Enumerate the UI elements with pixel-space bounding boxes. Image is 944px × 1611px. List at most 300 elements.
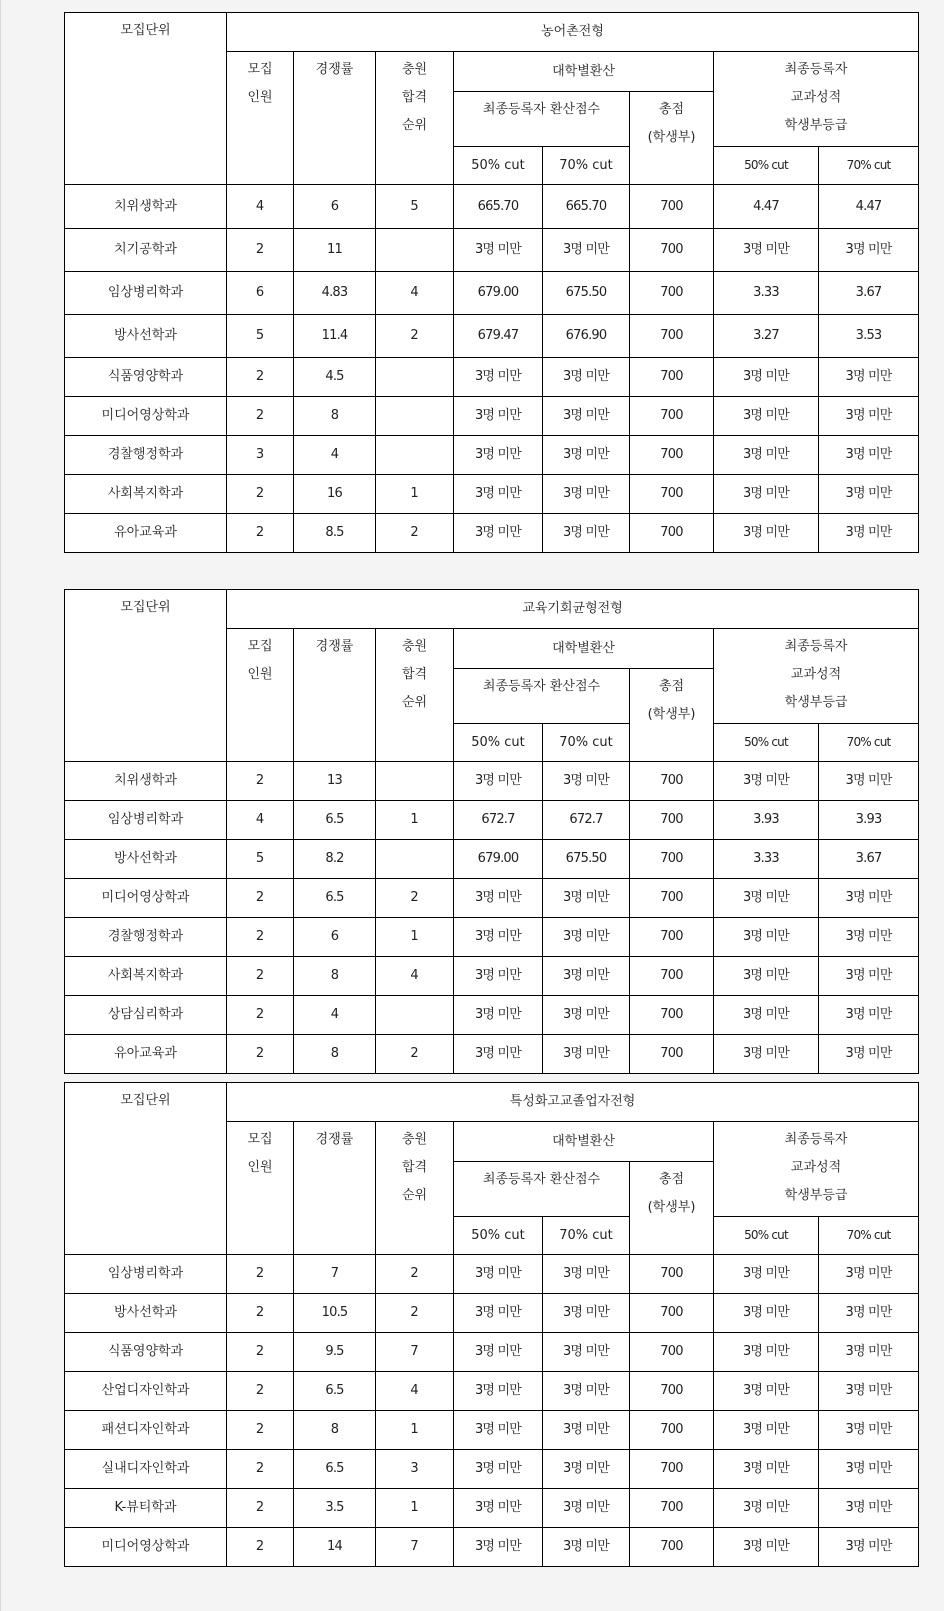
waitlist-rank-value: 1 bbox=[410, 812, 419, 827]
col-header-unit-cell bbox=[65, 590, 227, 762]
dept-name: 임상병리학과 bbox=[107, 812, 184, 827]
grade-50-value-cell bbox=[714, 957, 819, 996]
ratio-value-cell bbox=[294, 1294, 376, 1333]
score-50-value: 3명 미만 bbox=[474, 242, 522, 257]
total-value-cell bbox=[630, 957, 714, 996]
waitlist-rank-value-cell bbox=[376, 358, 454, 397]
total-value-cell bbox=[630, 1255, 714, 1294]
total-value-cell bbox=[630, 358, 714, 397]
grade-50-value-cell bbox=[714, 762, 819, 801]
grade-70-value-cell bbox=[819, 1489, 919, 1528]
ratio-value: 6.5 bbox=[325, 1383, 344, 1398]
total-value-cell bbox=[630, 801, 714, 840]
waitlist-rank-value-cell bbox=[376, 1255, 454, 1294]
col-header-univ-conversion: 대학별환산 bbox=[552, 1133, 615, 1149]
dept-name: 치위생학과 bbox=[114, 773, 177, 788]
dept-name: 방사선학과 bbox=[114, 328, 177, 343]
ratio-value: 3.5 bbox=[325, 1500, 344, 1515]
dept-name-cell bbox=[65, 1372, 227, 1411]
waitlist-rank-value-cell bbox=[376, 436, 454, 475]
col-header-final-score-cell bbox=[454, 669, 630, 724]
col-header-ratio-cell bbox=[294, 629, 376, 762]
dept-name: 치위생학과 bbox=[114, 198, 177, 214]
grade-50-value-cell bbox=[714, 996, 819, 1035]
score-50-value: 679.00 bbox=[477, 851, 519, 866]
quota-value-cell bbox=[227, 397, 294, 436]
col-header-score-50: 50% cut bbox=[471, 157, 525, 173]
score-70-value-cell bbox=[543, 801, 630, 840]
score-70-value-cell bbox=[543, 1255, 630, 1294]
header-row bbox=[65, 590, 919, 629]
quota-value-cell bbox=[227, 229, 294, 272]
col-header-grade-50-cell bbox=[714, 1217, 819, 1255]
score-50-value: 679.00 bbox=[477, 285, 519, 300]
score-50-value-cell bbox=[454, 996, 543, 1035]
grade-70-value: 3명 미만 bbox=[845, 1266, 892, 1281]
ratio-value: 6.5 bbox=[325, 1461, 344, 1476]
col-header-quota-cell bbox=[227, 52, 294, 185]
grade-70-value: 3명 미만 bbox=[845, 1046, 892, 1061]
quota-value: 2 bbox=[255, 408, 265, 423]
grade-50-value: 3명 미만 bbox=[742, 1305, 790, 1320]
grade-70-value: 3명 미만 bbox=[845, 525, 892, 540]
total-value-cell bbox=[630, 185, 714, 229]
grade-50-value-cell bbox=[714, 1255, 819, 1294]
quota-value: 2 bbox=[255, 1539, 265, 1554]
ratio-value-cell bbox=[294, 1255, 376, 1294]
waitlist-rank-value-cell bbox=[376, 1372, 454, 1411]
waitlist-rank-value-cell bbox=[376, 1450, 454, 1489]
col-header-grade-50: 50% cut bbox=[744, 735, 788, 749]
score-50-value-cell bbox=[454, 1372, 543, 1411]
grade-70-value-cell bbox=[819, 185, 919, 229]
col-header-final-grade: 최종등록자 교과성적 학생부등급 bbox=[784, 1132, 848, 1203]
total-value: 700 bbox=[660, 1046, 683, 1061]
score-70-value: 3명 미만 bbox=[562, 1007, 610, 1022]
col-header-grade-50: 50% cut bbox=[744, 158, 788, 172]
col-header-score-70-cell bbox=[543, 1217, 630, 1255]
table-row bbox=[65, 801, 919, 840]
score-70-value: 3명 미만 bbox=[562, 242, 610, 257]
quota-value: 2 bbox=[255, 1344, 265, 1359]
grade-70-value: 3명 미만 bbox=[845, 242, 892, 257]
quota-value-cell bbox=[227, 1411, 294, 1450]
total-value-cell bbox=[630, 229, 714, 272]
grade-50-value: 3명 미만 bbox=[742, 929, 790, 944]
ratio-value-cell bbox=[294, 315, 376, 358]
grade-50-value: 3명 미만 bbox=[742, 968, 790, 983]
waitlist-rank-value-cell bbox=[376, 229, 454, 272]
dept-name-cell bbox=[65, 185, 227, 229]
table-row bbox=[65, 918, 919, 957]
table-title: 특성화고교졸업자전형 bbox=[509, 1094, 636, 1109]
table-row bbox=[65, 1372, 919, 1411]
score-50-value-cell bbox=[454, 1255, 543, 1294]
score-70-value: 3명 미만 bbox=[562, 890, 610, 905]
grade-50-value-cell bbox=[714, 272, 819, 315]
grade-70-value-cell bbox=[819, 801, 919, 840]
score-70-value: 3명 미만 bbox=[562, 929, 610, 944]
dept-name-cell bbox=[65, 996, 227, 1035]
admission-table-1 bbox=[64, 12, 919, 553]
ratio-value-cell bbox=[294, 879, 376, 918]
score-70-value-cell bbox=[543, 1333, 630, 1372]
col-header-score-70-cell bbox=[543, 724, 630, 762]
quota-value-cell bbox=[227, 1035, 294, 1074]
ratio-value-cell bbox=[294, 358, 376, 397]
dept-name: 실내디자인학과 bbox=[101, 1461, 190, 1476]
total-value-cell bbox=[630, 1489, 714, 1528]
table-row bbox=[65, 272, 919, 315]
grade-50-value: 3.33 bbox=[753, 851, 779, 866]
score-50-value: 3명 미만 bbox=[474, 929, 522, 944]
grade-50-value: 3명 미만 bbox=[742, 773, 790, 788]
grade-70-value-cell bbox=[819, 272, 919, 315]
score-70-value-cell bbox=[543, 1450, 630, 1489]
score-70-value-cell bbox=[543, 762, 630, 801]
grade-70-value: 3명 미만 bbox=[845, 408, 892, 423]
grade-70-value: 3명 미만 bbox=[845, 369, 892, 384]
table-row bbox=[65, 315, 919, 358]
total-value: 700 bbox=[660, 1305, 683, 1320]
waitlist-rank-value: 7 bbox=[410, 1344, 419, 1359]
grade-50-value: 3명 미만 bbox=[742, 890, 790, 905]
dept-name: 임상병리학과 bbox=[107, 285, 184, 300]
quota-value: 2 bbox=[255, 242, 265, 257]
dept-name-cell bbox=[65, 1333, 227, 1372]
score-70-value: 3명 미만 bbox=[562, 1266, 610, 1281]
total-value: 700 bbox=[660, 1266, 683, 1281]
total-value: 700 bbox=[660, 369, 683, 384]
col-header-score-50: 50% cut bbox=[471, 734, 525, 750]
grade-70-value-cell bbox=[819, 840, 919, 879]
waitlist-rank-value: 4 bbox=[410, 285, 419, 300]
dept-name-cell bbox=[65, 272, 227, 315]
ratio-value: 13 bbox=[327, 773, 342, 788]
ratio-value-cell bbox=[294, 1450, 376, 1489]
grade-70-value-cell bbox=[819, 229, 919, 272]
col-header-waitlist: 충원 합격 순위 bbox=[401, 1132, 428, 1203]
col-header-univ-conversion-cell bbox=[454, 1122, 714, 1162]
score-50-value-cell bbox=[454, 315, 543, 358]
total-value-cell bbox=[630, 1035, 714, 1074]
col-header-grade-50-cell bbox=[714, 147, 819, 185]
admission-table-2 bbox=[64, 589, 919, 1074]
score-70-value-cell bbox=[543, 272, 630, 315]
total-value-cell bbox=[630, 1450, 714, 1489]
waitlist-rank-value-cell bbox=[376, 185, 454, 229]
quota-value: 2 bbox=[255, 1266, 265, 1281]
score-50-value: 3명 미만 bbox=[474, 968, 522, 983]
score-70-value-cell bbox=[543, 996, 630, 1035]
table-row bbox=[65, 397, 919, 436]
col-header-score-70: 70% cut bbox=[559, 1227, 613, 1243]
waitlist-rank-value-cell bbox=[376, 918, 454, 957]
grade-50-value-cell bbox=[714, 315, 819, 358]
dept-name: 사회복지학과 bbox=[107, 486, 184, 501]
score-50-value: 3명 미만 bbox=[474, 369, 522, 384]
dept-name: 패션디자인학과 bbox=[101, 1422, 190, 1437]
waitlist-rank-value-cell bbox=[376, 996, 454, 1035]
score-50-value-cell bbox=[454, 229, 543, 272]
col-header-score-70-cell bbox=[543, 147, 630, 185]
header-row bbox=[65, 1083, 919, 1122]
col-header-score-50-cell bbox=[454, 1217, 543, 1255]
grade-50-value-cell bbox=[714, 1035, 819, 1074]
col-header-univ-conversion-cell bbox=[454, 52, 714, 92]
ratio-value-cell bbox=[294, 762, 376, 801]
table-title-cell bbox=[227, 590, 919, 629]
ratio-value-cell bbox=[294, 1333, 376, 1372]
quota-value: 2 bbox=[255, 1500, 265, 1515]
total-value: 700 bbox=[660, 1539, 683, 1554]
waitlist-rank-value-cell bbox=[376, 475, 454, 514]
quota-value: 2 bbox=[255, 929, 265, 944]
dept-name: 방사선학과 bbox=[114, 851, 177, 866]
grade-50-value: 3명 미만 bbox=[742, 525, 790, 540]
dept-name: 식품영양학과 bbox=[107, 369, 184, 384]
col-header-waitlist-cell bbox=[376, 1122, 454, 1255]
quota-value: 5 bbox=[255, 328, 265, 343]
col-header-total-cell bbox=[630, 92, 714, 185]
grade-70-value-cell bbox=[819, 514, 919, 553]
col-header-total-cell bbox=[630, 669, 714, 762]
grade-50-value-cell bbox=[714, 1411, 819, 1450]
col-header-waitlist-cell bbox=[376, 629, 454, 762]
waitlist-rank-value-cell bbox=[376, 397, 454, 436]
col-header-total-cell bbox=[630, 1162, 714, 1255]
dept-name-cell bbox=[65, 1035, 227, 1074]
col-header-score-70: 70% cut bbox=[559, 734, 613, 750]
score-70-value: 3명 미만 bbox=[562, 1461, 610, 1476]
dept-name-cell bbox=[65, 315, 227, 358]
score-50-value: 3명 미만 bbox=[474, 1539, 522, 1554]
table-row bbox=[65, 358, 919, 397]
quota-value-cell bbox=[227, 358, 294, 397]
quota-value: 2 bbox=[255, 1305, 265, 1320]
ratio-value-cell bbox=[294, 1372, 376, 1411]
col-header-unit: 모집단위 bbox=[120, 1093, 171, 1108]
dept-name-cell bbox=[65, 1411, 227, 1450]
table-row bbox=[65, 1255, 919, 1294]
total-value-cell bbox=[630, 1528, 714, 1567]
dept-name: 경찰행정학과 bbox=[107, 447, 184, 462]
col-header-unit-cell bbox=[65, 13, 227, 185]
quota-value-cell bbox=[227, 272, 294, 315]
dept-name-cell bbox=[65, 475, 227, 514]
ratio-value: 4.83 bbox=[321, 285, 348, 300]
score-70-value: 675.50 bbox=[565, 285, 607, 300]
score-70-value: 665.70 bbox=[565, 198, 607, 214]
waitlist-rank-value-cell bbox=[376, 1035, 454, 1074]
col-header-quota-cell bbox=[227, 1122, 294, 1255]
grade-70-value: 3명 미만 bbox=[845, 1422, 892, 1437]
score-50-value: 3명 미만 bbox=[474, 1007, 522, 1022]
ratio-value-cell bbox=[294, 1411, 376, 1450]
quota-value: 2 bbox=[255, 773, 265, 788]
col-header-waitlist: 충원 합격 순위 bbox=[401, 639, 428, 710]
grade-70-value-cell bbox=[819, 1528, 919, 1567]
table-row bbox=[65, 1294, 919, 1333]
grade-50-value-cell bbox=[714, 185, 819, 229]
header-row bbox=[65, 13, 919, 52]
quota-value: 2 bbox=[255, 486, 265, 501]
score-70-value-cell bbox=[543, 1294, 630, 1333]
total-value: 700 bbox=[660, 198, 683, 214]
score-70-value: 672.7 bbox=[569, 812, 603, 827]
quota-value-cell bbox=[227, 475, 294, 514]
score-70-value-cell bbox=[543, 840, 630, 879]
total-value: 700 bbox=[660, 285, 683, 300]
dept-name: 미디어영상학과 bbox=[101, 890, 190, 905]
total-value-cell bbox=[630, 475, 714, 514]
quota-value-cell bbox=[227, 801, 294, 840]
score-70-value: 675.50 bbox=[565, 851, 607, 866]
total-value: 700 bbox=[660, 1344, 683, 1359]
quota-value: 2 bbox=[255, 369, 265, 384]
ratio-value: 4 bbox=[330, 447, 339, 462]
grade-70-value-cell bbox=[819, 475, 919, 514]
col-header-final-score: 최종등록자 환산점수 bbox=[482, 1172, 601, 1187]
ratio-value: 4 bbox=[330, 1007, 339, 1022]
score-70-value: 3명 미만 bbox=[562, 1305, 610, 1320]
dept-name-cell bbox=[65, 436, 227, 475]
col-header-grade-50: 50% cut bbox=[744, 1228, 788, 1242]
score-70-value-cell bbox=[543, 1489, 630, 1528]
grade-50-value-cell bbox=[714, 358, 819, 397]
col-header-final-score-cell bbox=[454, 92, 630, 147]
grade-50-value-cell bbox=[714, 1372, 819, 1411]
grade-70-value-cell bbox=[819, 1255, 919, 1294]
ratio-value: 9.5 bbox=[325, 1344, 344, 1359]
score-50-value-cell bbox=[454, 185, 543, 229]
dept-name-cell bbox=[65, 957, 227, 996]
score-50-value-cell bbox=[454, 397, 543, 436]
col-header-final-score: 최종등록자 환산점수 bbox=[482, 679, 601, 694]
score-70-value-cell bbox=[543, 315, 630, 358]
grade-50-value-cell bbox=[714, 475, 819, 514]
score-50-value: 3명 미만 bbox=[474, 1461, 522, 1476]
score-50-value: 3명 미만 bbox=[474, 1046, 522, 1061]
score-70-value: 3명 미만 bbox=[562, 1046, 610, 1061]
score-70-value-cell bbox=[543, 229, 630, 272]
grade-50-value: 3명 미만 bbox=[742, 1007, 790, 1022]
ratio-value-cell bbox=[294, 436, 376, 475]
grade-70-value-cell bbox=[819, 436, 919, 475]
score-70-value-cell bbox=[543, 514, 630, 553]
score-50-value-cell bbox=[454, 840, 543, 879]
quota-value: 6 bbox=[255, 285, 265, 300]
grade-70-value: 3명 미만 bbox=[845, 486, 892, 501]
grade-50-value-cell bbox=[714, 879, 819, 918]
score-70-value: 676.90 bbox=[565, 328, 607, 343]
col-header-total: 총점 (학생부) bbox=[647, 679, 696, 722]
table-row bbox=[65, 1333, 919, 1372]
total-value: 700 bbox=[660, 1383, 683, 1398]
ratio-value: 8 bbox=[330, 968, 339, 983]
total-value: 700 bbox=[660, 929, 683, 944]
quota-value-cell bbox=[227, 436, 294, 475]
quota-value: 2 bbox=[255, 1383, 265, 1398]
quota-value: 2 bbox=[255, 1007, 265, 1022]
ratio-value: 6 bbox=[330, 198, 339, 214]
score-70-value: 3명 미만 bbox=[562, 773, 610, 788]
grade-70-value: 3명 미만 bbox=[845, 773, 892, 788]
ratio-value-cell bbox=[294, 1035, 376, 1074]
quota-value-cell bbox=[227, 1528, 294, 1567]
col-header-univ-conversion: 대학별환산 bbox=[552, 63, 615, 79]
table-row bbox=[65, 840, 919, 879]
total-value-cell bbox=[630, 272, 714, 315]
col-header-final-grade-cell bbox=[714, 52, 919, 147]
waitlist-rank-value: 1 bbox=[410, 486, 419, 501]
score-50-value: 3명 미만 bbox=[474, 1266, 522, 1281]
grade-50-value: 3.27 bbox=[753, 328, 779, 343]
grade-70-value: 3명 미만 bbox=[845, 1344, 892, 1359]
dept-name-cell bbox=[65, 1489, 227, 1528]
waitlist-rank-value-cell bbox=[376, 514, 454, 553]
score-70-value: 3명 미만 bbox=[562, 486, 610, 501]
ratio-value: 8 bbox=[330, 408, 339, 423]
total-value-cell bbox=[630, 1333, 714, 1372]
ratio-value-cell bbox=[294, 1528, 376, 1567]
table-row bbox=[65, 1528, 919, 1567]
score-50-value-cell bbox=[454, 1450, 543, 1489]
col-header-ratio-cell bbox=[294, 1122, 376, 1255]
ratio-value-cell bbox=[294, 229, 376, 272]
score-50-value-cell bbox=[454, 272, 543, 315]
table-title-cell bbox=[227, 13, 919, 52]
waitlist-rank-value: 4 bbox=[410, 968, 419, 983]
col-header-quota-cell bbox=[227, 629, 294, 762]
score-70-value: 3명 미만 bbox=[562, 1383, 610, 1398]
quota-value: 3 bbox=[255, 447, 265, 462]
dept-name-cell bbox=[65, 229, 227, 272]
score-50-value-cell bbox=[454, 1489, 543, 1528]
col-header-grade-50-cell bbox=[714, 724, 819, 762]
ratio-value: 4.5 bbox=[325, 369, 344, 384]
score-50-value: 3명 미만 bbox=[474, 890, 522, 905]
score-70-value: 3명 미만 bbox=[562, 525, 610, 540]
col-header-waitlist-cell bbox=[376, 52, 454, 185]
total-value-cell bbox=[630, 918, 714, 957]
grade-70-value: 3명 미만 bbox=[845, 1383, 892, 1398]
grade-50-value: 3명 미만 bbox=[742, 1539, 790, 1554]
quota-value-cell bbox=[227, 1372, 294, 1411]
score-50-value: 3명 미만 bbox=[474, 1305, 522, 1320]
waitlist-rank-value-cell bbox=[376, 1411, 454, 1450]
total-value: 700 bbox=[660, 1422, 683, 1437]
total-value: 700 bbox=[660, 408, 683, 423]
grade-70-value: 3명 미만 bbox=[845, 890, 892, 905]
total-value: 700 bbox=[660, 486, 683, 501]
score-50-value: 3명 미만 bbox=[474, 525, 522, 540]
ratio-value-cell bbox=[294, 1489, 376, 1528]
waitlist-rank-value: 2 bbox=[410, 890, 419, 905]
col-header-final-grade: 최종등록자 교과성적 학생부등급 bbox=[784, 639, 848, 710]
page-edge bbox=[0, 0, 1, 1611]
grade-50-value-cell bbox=[714, 514, 819, 553]
total-value: 700 bbox=[660, 968, 683, 983]
quota-value: 2 bbox=[255, 525, 265, 540]
quota-value: 2 bbox=[255, 890, 265, 905]
waitlist-rank-value-cell bbox=[376, 315, 454, 358]
dept-name: 방사선학과 bbox=[114, 1305, 177, 1320]
table-row bbox=[65, 475, 919, 514]
dept-name: 식품영양학과 bbox=[107, 1344, 184, 1359]
score-70-value-cell bbox=[543, 1372, 630, 1411]
grade-50-value: 3명 미만 bbox=[742, 1500, 790, 1515]
